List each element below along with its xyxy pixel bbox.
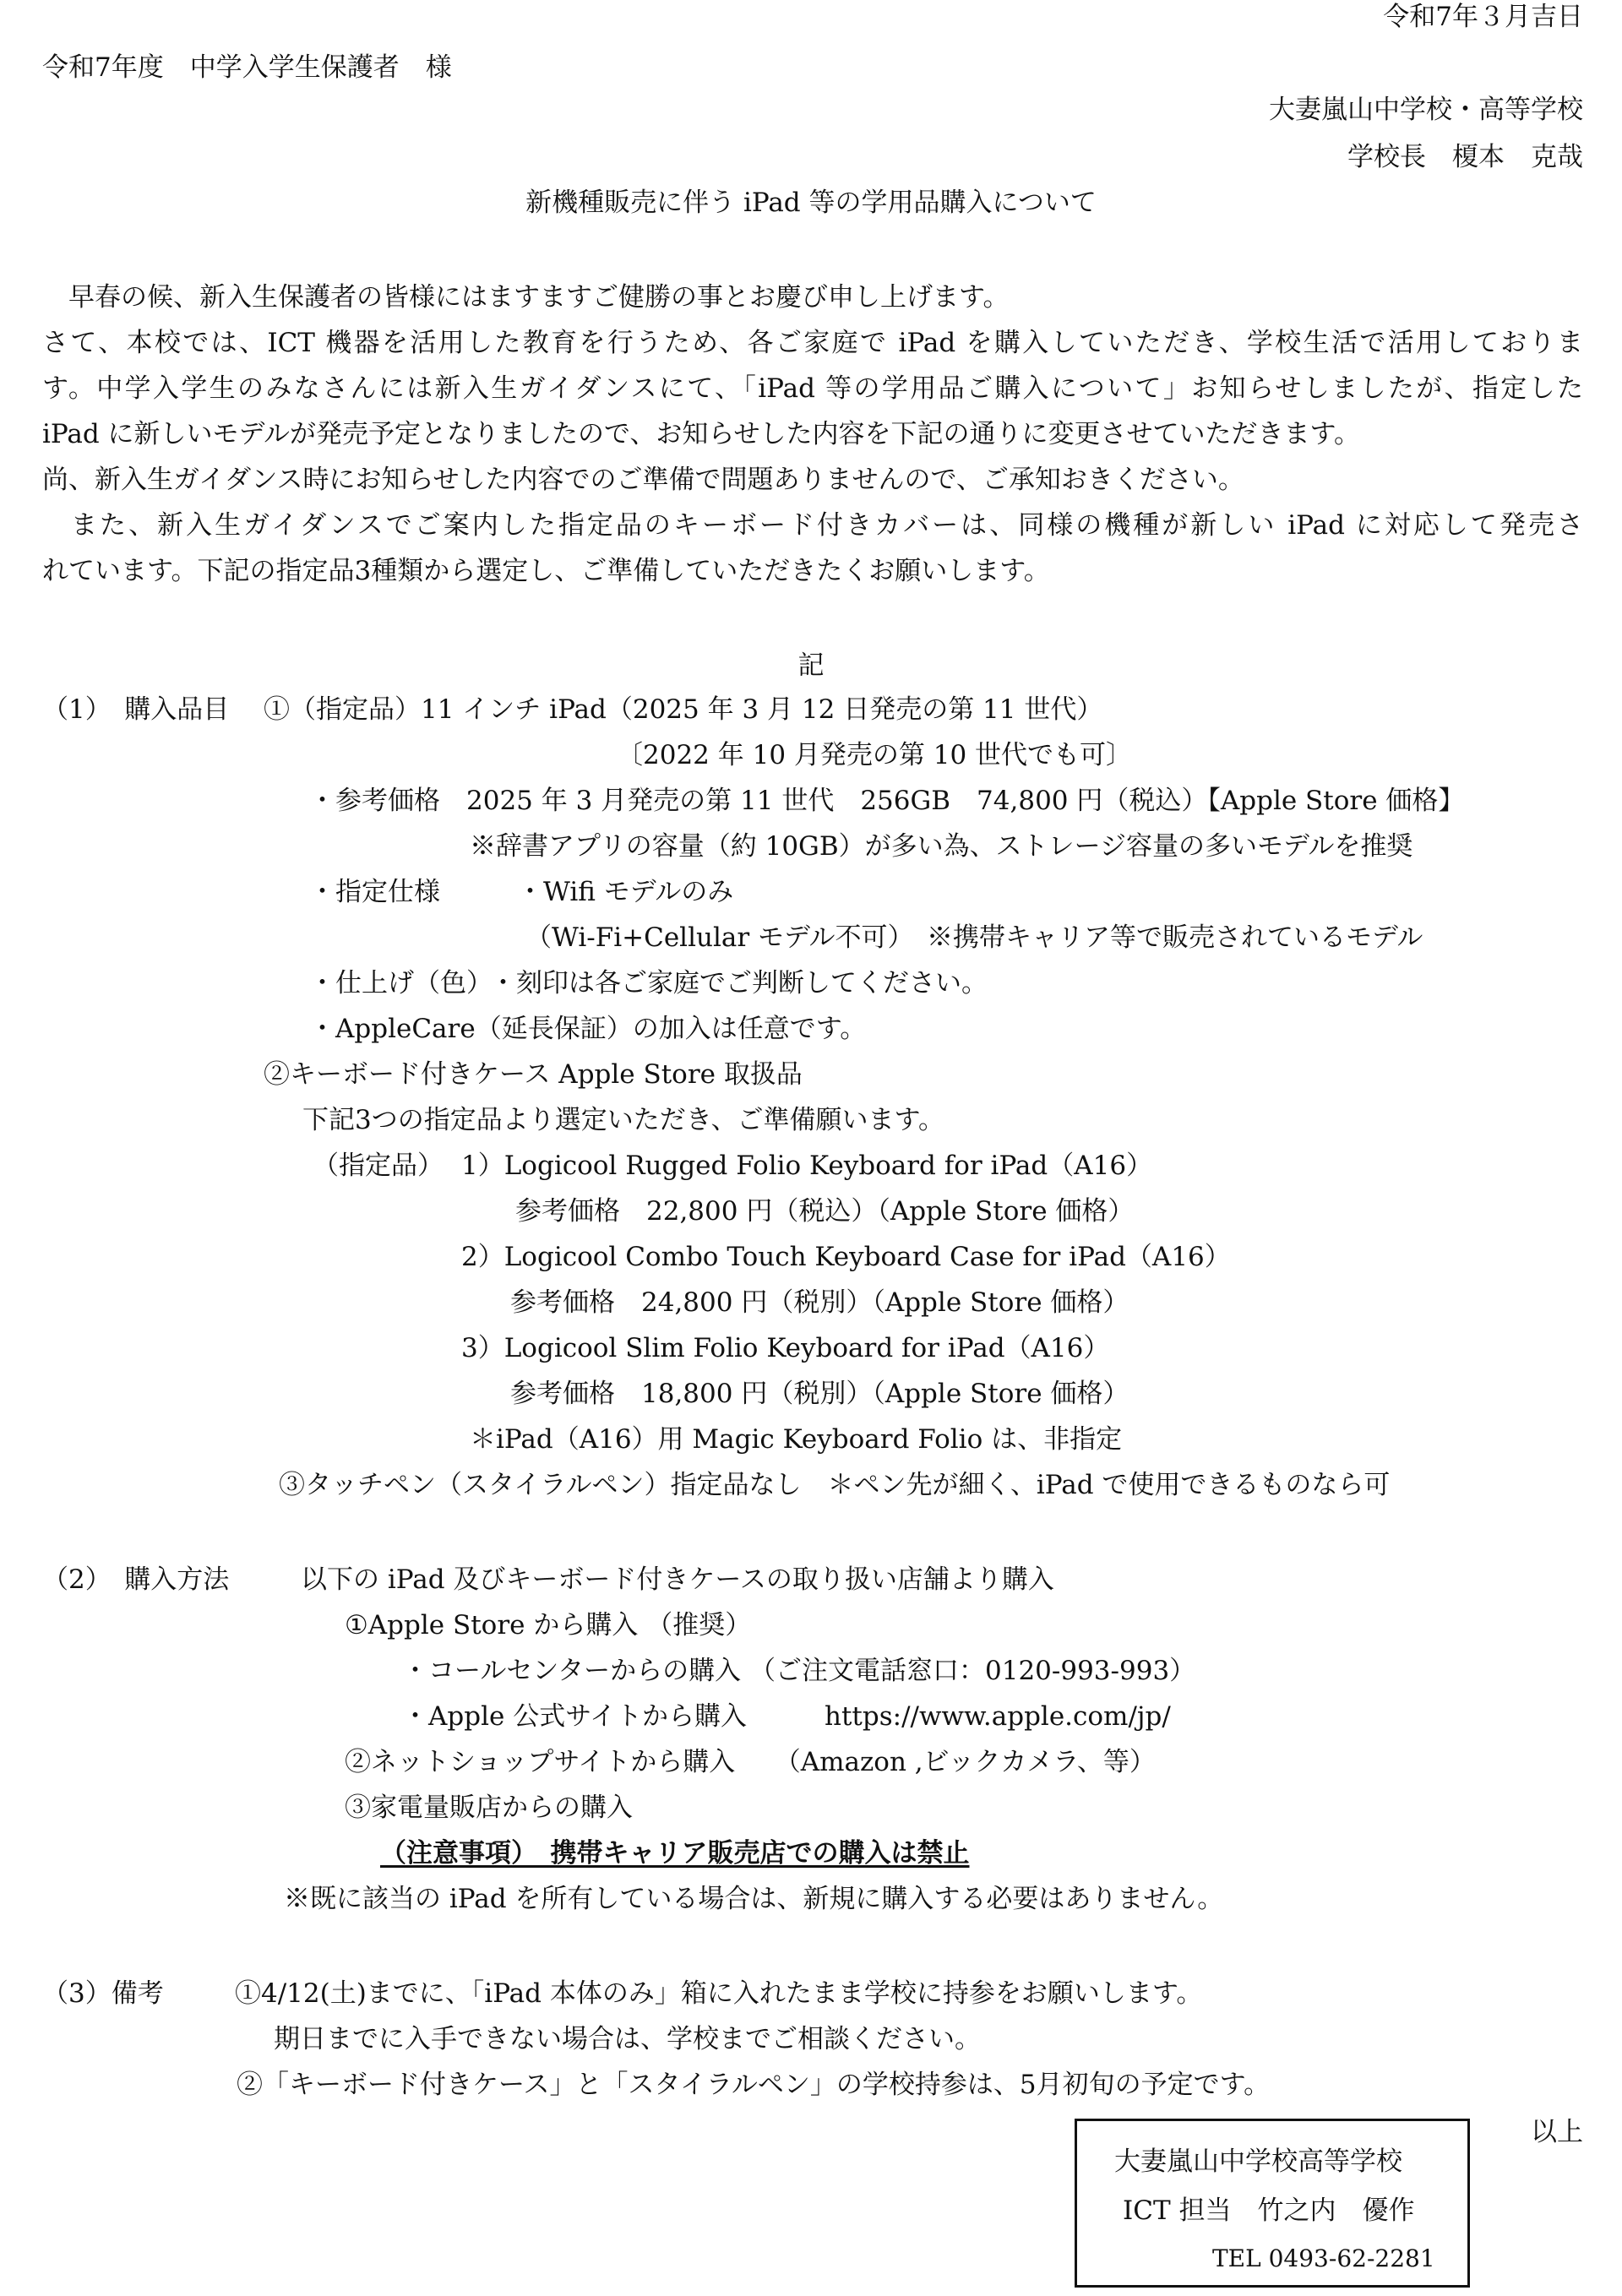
document-date: 令和7年３月吉日: [1383, 2, 1583, 32]
ipad-price: ・参考価格 2025 年 3 月発売の第 11 世代 256GB 74,800 円（税込）【Apple Store 価格】: [309, 786, 1465, 816]
section3-heading: （3）備考: [42, 1978, 164, 2009]
item1-ipad: ①（指定品）11 インチ iPad（2025 年 3 月 12 日発売の第 11 世代）: [264, 694, 1103, 725]
ki-heading: 記: [797, 650, 825, 681]
kb3-name: 3）Logicool Slim Folio Keyboard for iPad（A16）: [461, 1333, 1110, 1363]
kb-label: （指定品）: [313, 1151, 444, 1181]
intro-line-1: 早春の候、新入生保護者の皆様にはますますご健勝の事とお慶び申し上げます。: [42, 282, 1010, 313]
intro-line-5: 尚、新入生ガイダンス時にお知らせした内容でのご準備で問題ありませんので、ご承知おきください。: [42, 465, 1244, 495]
spec-note: （Wi-Fi+Cellular モデル不可） ※携帯キャリア等で販売されているモデル: [525, 922, 1423, 953]
section2-heading: （2） 購入方法: [42, 1564, 230, 1595]
remark-1b: 期日までに入手できない場合は、学校までご相談ください。: [274, 2024, 981, 2054]
section1-heading: （1） 購入品目: [42, 694, 230, 725]
caution-note: （注意事項） 携帯キャリア販売店での購入は禁止: [380, 1838, 970, 1869]
method-1: ①Apple Store から購入 （推奨）: [345, 1610, 752, 1640]
applecare-note: ・AppleCare（延長保証）の加入は任意です。: [309, 1014, 867, 1044]
intro-line-7: れています。下記の指定品3種類から選定し、ご準備していただきたくお願いします。: [42, 556, 1050, 586]
item2-keyboard: ②キーボード付きケース Apple Store 取扱品: [264, 1059, 803, 1090]
intro-line-3: す。中学入学生のみなさんには新入生ガイダンスにて、「iPad 等の学用品ご購入について」お知らせしましたが、指定した: [42, 373, 1583, 404]
contact-school: 大妻嵐山中学校高等学校: [1114, 2146, 1402, 2177]
ipad-price-note: ※辞書アプリの容量（約 10GB）が多い為、ストレージ容量の多いモデルを推奨: [470, 831, 1413, 862]
kb1-name: 1）Logicool Rugged Folio Keyboard for iPad（A16）: [461, 1151, 1153, 1181]
kb3-price: 参考価格 18,800 円（税別）（Apple Store 価格）: [510, 1379, 1129, 1409]
principal-name: 学校長 榎本 克哉: [1347, 142, 1583, 172]
kb-note: ＊iPad（A16）用 Magic Keyboard Folio は、非指定: [470, 1424, 1123, 1455]
school-name: 大妻嵐山中学校・高等学校: [1269, 95, 1583, 125]
intro-line-6: また、新入生ガイダンスでご案内した指定品のキーボード付きカバーは、同様の機種が新しい iPad に対応して発売さ: [42, 510, 1583, 541]
kb2-price: 参考価格 24,800 円（税別）（Apple Store 価格）: [510, 1287, 1129, 1318]
section2-intro: 以下の iPad 及びキーボード付きケースの取り扱い店舗より購入: [301, 1564, 1054, 1595]
item2-intro: 下記3つの指定品より選定いただき、ご準備願います。: [302, 1105, 945, 1135]
method-1b-label: ・Apple 公式サイトから購入: [402, 1701, 748, 1732]
method-2: ②ネットショップサイトから購入 （Amazon ,ビックカメラ、等）: [345, 1747, 1156, 1777]
intro-line-4: iPad に新しいモデルが発売予定となりましたので、お知らせした内容を下記の通りに変更させていただきます。: [42, 419, 1360, 449]
document-title: 新機種販売に伴う iPad 等の学用品購入について: [525, 188, 1097, 218]
spec-label: ・指定仕様: [309, 877, 440, 907]
intro-line-2: さて、本校では、ICT 機器を活用した教育を行うため、各ご家庭で iPad を購入していただき、学校生活で活用しておりま: [42, 328, 1583, 358]
apple-site-url: https://www.apple.com/jp/: [825, 1701, 1171, 1732]
remark-1: ①4/12(土)までに、「iPad 本体のみ」箱に入れたまま学校に持参をお願いします。: [235, 1978, 1203, 2009]
method-3: ③家電量販店からの購入: [345, 1793, 633, 1823]
finish-label: ・仕上げ（色）: [309, 968, 493, 998]
addressee: 令和7年度 中学入学生保護者 様: [42, 52, 452, 83]
item1-note: 〔2022 年 10 月発売の第 10 世代でも可〕: [617, 740, 1133, 770]
closing-ijo: 以上: [1531, 2117, 1583, 2147]
item3-pen: ③タッチペン（スタイラルペン）指定品なし ＊ペン先が細く、iPad で使用できるものなら可: [279, 1470, 1391, 1500]
kb2-name: 2）Logicool Combo Touch Keyboard Case for iPad（A16）: [461, 1242, 1231, 1272]
remark-2: ②「キーボード付きケース」と「スタイラルペン」の学校持参は、5月初旬の予定です。: [237, 2070, 1271, 2100]
method-1a: ・コールセンターからの購入 （ご注文電話窓口：0120-993-993）: [402, 1656, 1196, 1686]
already-own-note: ※既に該当の iPad を所有している場合は、新規に購入する必要はありません。: [284, 1884, 1224, 1914]
spec-value: ・Wifi モデルのみ: [517, 877, 734, 907]
contact-box: [1075, 2119, 1470, 2288]
finish-value: ・刻印は各ご家庭でご判断してください。: [490, 968, 988, 998]
contact-tel: TEL 0493-62-2281: [1212, 2244, 1435, 2272]
contact-person: ICT 担当 竹之内 優作: [1123, 2195, 1415, 2226]
kb1-price: 参考価格 22,800 円（税込）（Apple Store 価格）: [515, 1196, 1135, 1227]
